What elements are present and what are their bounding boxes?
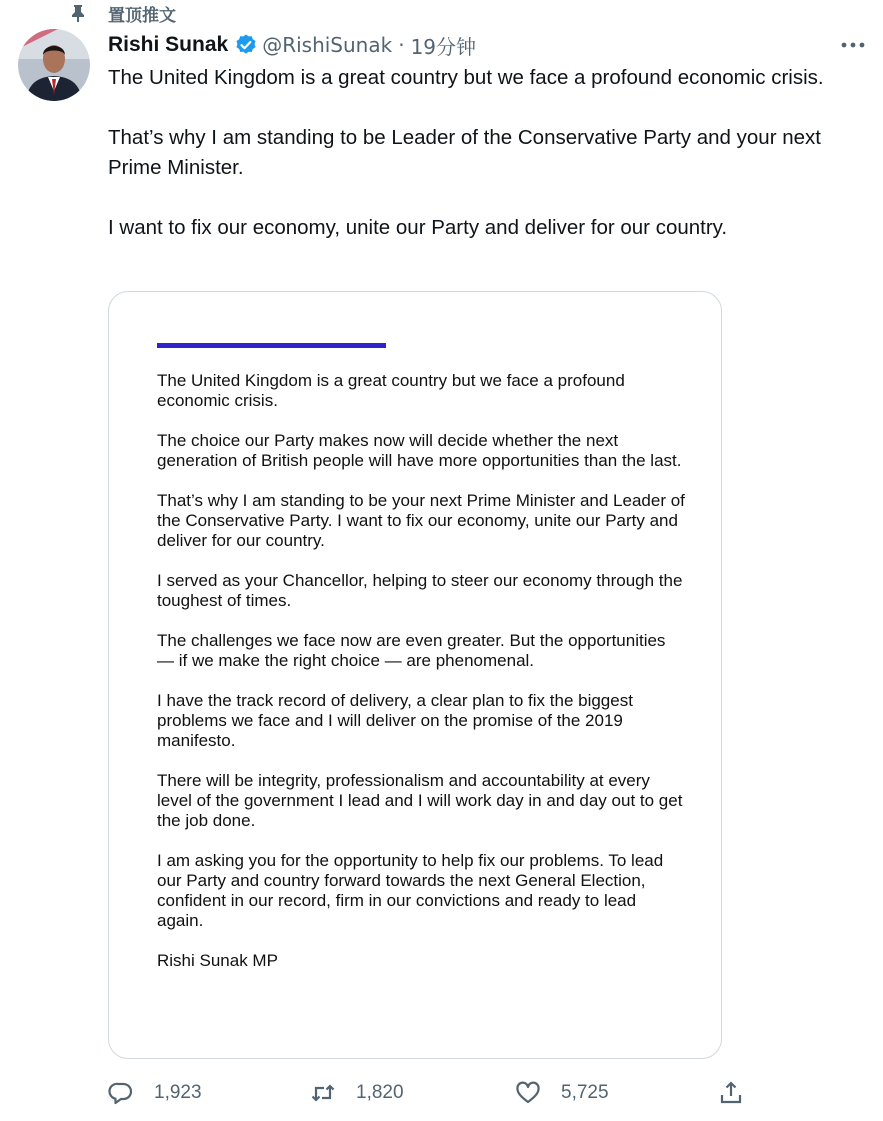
- retweet-button[interactable]: [310, 1076, 404, 1110]
- reply-count: 1,923: [154, 1082, 202, 1103]
- tweet-paragraph: That’s why I am standing to be Leader of the Conservative Party and your next Prime Minister.: [108, 126, 821, 179]
- tweet-actions: [108, 1076, 868, 1110]
- letter-signature: Rishi Sunak MP: [157, 951, 278, 970]
- tweet-header: [108, 31, 476, 59]
- letter-paragraph: I have the track record of delivery, a clear plan to fix the biggest problems we face and I will deliver on the promise of the 2019 manifesto.: [157, 691, 633, 750]
- more-icon[interactable]: [838, 36, 868, 54]
- letter-paragraph: The choice our Party makes now will decide whether the next generation of British people will have more opportunities than the last.: [157, 431, 682, 470]
- pinned-label: 置顶推文: [108, 5, 176, 26]
- heart-icon: [515, 1080, 541, 1106]
- author-handle[interactable]: @RishiSunak: [262, 33, 393, 57]
- pin-icon: [68, 3, 88, 23]
- avatar[interactable]: [18, 29, 90, 101]
- document-accent-bar: [157, 343, 386, 348]
- reply-icon: [108, 1080, 134, 1106]
- share-icon: [718, 1080, 744, 1106]
- verified-badge-icon: [234, 33, 258, 57]
- letter-paragraph: I served as your Chancellor, helping to steer our economy through the toughest of times.: [157, 571, 683, 610]
- author-name[interactable]: Rishi Sunak: [108, 33, 229, 56]
- tweet-timestamp[interactable]: 19分钟: [410, 34, 477, 59]
- letter-paragraph: There will be integrity, professionalism and accountability at every level of the government I lead and I will work day in and day out to get the job done.: [157, 771, 683, 830]
- document-letter: [157, 371, 687, 991]
- like-count: 5,725: [561, 1082, 609, 1103]
- tweet-paragraph: I want to fix our economy, unite our Party and deliver for our country.: [108, 216, 728, 239]
- letter-paragraph: I am asking you for the opportunity to help fix our problems. To lead our Party and country forward towards the next General Election, confident in our record, firm in our convictions and ready to lead again.: [157, 851, 664, 930]
- pinned-indicator: [68, 2, 176, 24]
- share-button[interactable]: [718, 1076, 744, 1110]
- reply-button[interactable]: [108, 1076, 202, 1110]
- retweet-count: 1,820: [356, 1082, 404, 1103]
- letter-paragraph: That’s why I am standing to be your next Prime Minister and Leader of the Conservative Party. I want to fix our economy, unite our Party and deliver for our country.: [157, 491, 685, 550]
- tweet-paragraph: The United Kingdom is a great country but we face a profound economic crisis.: [108, 66, 824, 89]
- letter-paragraph: The United Kingdom is a great country but we face a profound economic crisis.: [157, 371, 625, 410]
- tweet-text: [108, 63, 868, 273]
- like-button[interactable]: [515, 1076, 609, 1110]
- retweet-icon: [310, 1080, 336, 1106]
- meta-separator: ·: [398, 33, 405, 57]
- attached-image[interactable]: [108, 291, 722, 1059]
- letter-paragraph: The challenges we face now are even greater. But the opportunities — if we make the right choice — are phenomenal.: [157, 631, 666, 670]
